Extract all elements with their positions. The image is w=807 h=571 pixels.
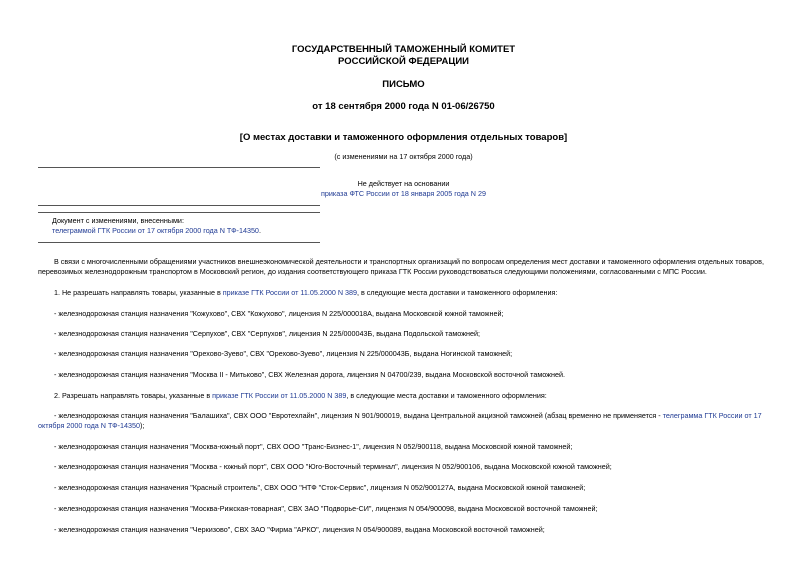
list-item: - железнодорожная станция назначения "Москва-южный порт", СВХ ООО "Транс-Бизнес-1", лицензия N 052/900118, выдана Московской южной таможней; [54,442,573,451]
list-item: - железнодорожная станция назначения "Кожухово", СВХ "Кожухово", лицензия N 225/000018А, выдана Московской южной таможней; [54,309,504,318]
changes-box-link[interactable]: телеграммой ГТК России от 17 октября 2000 года N ТФ-14350 [52,226,259,235]
item-2-paragraph [38,391,778,401]
list-item: - железнодорожная станция назначения "Красный строитель", СВХ ООО "НТФ "Сток-Сервис", лицензия N 052/900127А, выдана Московской южной таможней; [54,483,586,492]
status-link-wrap [0,189,807,199]
changes-box-suffix: . [258,226,261,235]
list-item-post: ); [140,421,145,430]
divider [38,167,320,168]
changes-note: (с изменениями на 17 октября 2000 года) [334,152,473,161]
list-item: - железнодорожная станция назначения "Серпухов", СВХ "Серпухов", лицензия N 225/000043Б, выдана Подольской таможней; [54,329,480,338]
item-1-pre: 1. Не разрешать направлять товары, указанные в [54,288,223,297]
item-2-pre: 2. Разрешать направлять товары, указанные в [54,391,213,400]
document-title: [О местах доставки и таможенного оформления отдельных товаров] [239,132,568,143]
document-date-number: от 18 сентября 2000 года N 01-06/26750 [312,101,495,112]
intro-paragraph: В связи с многочисленными обращениями участников внешнеэкономической деятельности и транспортных организаций по вопросам определения мест доставки и таможенного оформления отдельных товаров, перевозимых железнодорожным транспортом в Московский регион, до издания соответствующего приказа ГТК России руководствоваться следующими положениями, согласованными с МПС России. [38,257,764,276]
divider [38,205,320,206]
item-1-link[interactable]: приказе ГТК России от 11.05.2000 N 389 [222,288,357,297]
list-item-pre: - железнодорожная станция назначения "Балашиха", СВХ ООО "Евротехлайн", лицензия N 901/900019, выдана Центральной акцизной таможней (абзац временно не применяется - [54,411,663,420]
list-item: - железнодорожная станция назначения "Орехово-Зуево", СВХ "Орехово-Зуево", лицензия N 225/000043Б, выдана Ногинской таможней; [54,349,513,358]
divider [38,242,320,243]
list-item-link[interactable]: телеграмма ГТК России от 17 октября 2000 года N ТФ-14350 [38,411,762,430]
org-name-line2: РОССИЙСКОЙ ФЕДЕРАЦИИ [337,56,469,67]
item-2-link[interactable]: приказе ГТК России от 11.05.2000 N 389 [212,391,347,400]
list-item: - железнодорожная станция назначения "Москва II - Митьково", СВХ Железная дорога, лицензия N 04700/239, выдана Московской восточной таможней. [54,370,565,379]
list-item: - железнодорожная станция назначения "Москва - южный порт", СВХ ООО "Юго-Восточный терминал", лицензия N 052/900106, выдана Московской южной таможней; [54,462,612,471]
list-item: - железнодорожная станция назначения "Черкизово", СВХ ЗАО "Фирма "АРКО", лицензия N 054/900089, выдана Московской восточной таможней; [54,525,545,534]
item-1-paragraph [38,288,778,298]
changes-box-link-wrap [52,226,261,236]
item-2-post: , в следующие места доставки и таможенного оформления: [346,391,547,400]
list-item [38,411,778,431]
divider [38,212,320,213]
org-name-line1: ГОСУДАРСТВЕННЫЙ ТАМОЖЕННЫЙ КОМИТЕТ [291,44,516,55]
status-link[interactable]: приказа ФТС России от 18 января 2005 года N 29 [321,189,486,198]
changes-box-text: Документ с изменениями, внесенными: [52,216,184,225]
document-type: ПИСЬМО [382,79,425,90]
status-text: Не действует на основании [357,179,450,188]
item-1-post: , в следующие места доставки и таможенного оформления: [357,288,558,297]
list-item: - железнодорожная станция назначения "Москва-Рижская-товарная", СВХ ЗАО "Подворье-СИ", лицензия N 054/900098, выдана Московской восточной таможней; [54,504,598,513]
